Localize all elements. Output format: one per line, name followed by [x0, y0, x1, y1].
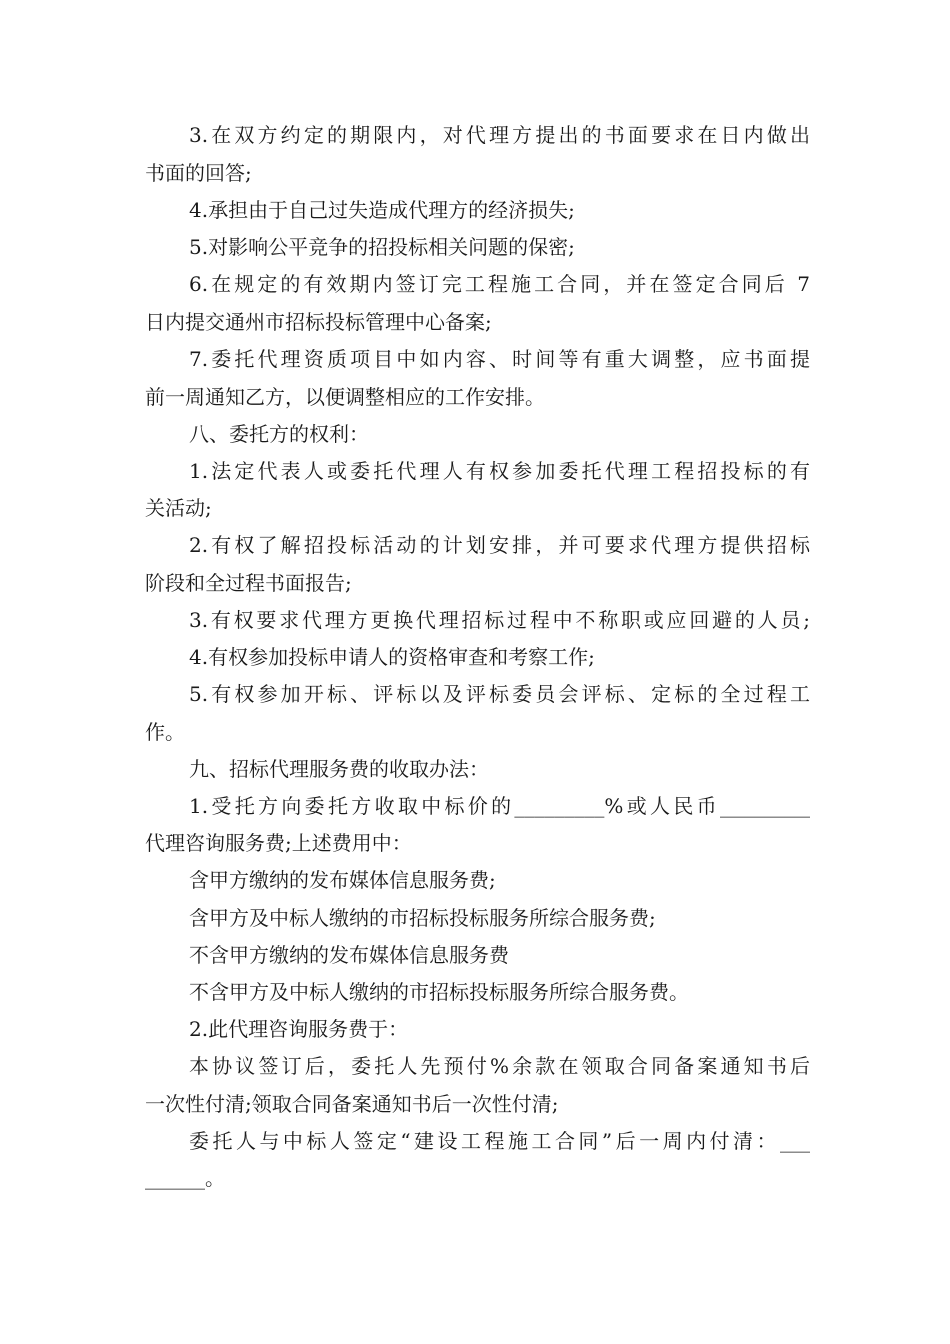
right-2-line-1: 2.有权了解招投标活动的计划安排，并可要求代理方提供招标 [189, 533, 810, 557]
right-5-line-1: 5.有权参加开标、评标以及评标委员会评标、定标的全过程工 [189, 682, 810, 706]
clause-3-line-1: 3.在双方约定的期限内，对代理方提出的书面要求在日内做出 [189, 123, 810, 147]
clause-5: 5.对影响公平竞争的招投标相关问题的保密; [189, 235, 575, 259]
clause-4: 4.承担由于自己过失造成代理方的经济损失; [189, 198, 575, 222]
section-8-heading: 八、委托方的权利： [189, 422, 369, 446]
clause-7-line-1: 7.委托代理资质项目中如内容、时间等有重大调整，应书面提 [189, 347, 810, 371]
fee-option-3: 不含甲方缴纳的发布媒体信息服务费 [189, 943, 509, 967]
payment-2-line-2: ______。 [145, 1166, 225, 1190]
fee-2-heading: 2.此代理咨询服务费于： [189, 1017, 409, 1041]
payment-1-line-1: 本协议签订后，委托人先预付%余款在领取合同备案通知书后 [189, 1054, 810, 1078]
fee-option-4: 不含甲方及中标人缴纳的市招标投标服务所综合服务费。 [189, 980, 689, 1004]
payment-1-line-2: 一次性付清;领取合同备案通知书后一次性付清; [145, 1092, 559, 1116]
fee-1-line-2: 代理咨询服务费;上述费用中： [145, 831, 412, 855]
fee-option-1: 含甲方缴纳的发布媒体信息服务费; [189, 868, 496, 892]
clause-7-line-2: 前一周通知乙方，以便调整相应的工作安排。 [145, 385, 545, 409]
right-2-line-2: 阶段和全过程书面报告; [145, 571, 352, 595]
fee-1-line-1: 1.受托方向委托方收取中标价的_________%或人民币_________ [189, 794, 810, 818]
right-3: 3.有权要求代理方更换代理招标过程中不称职或应回避的人员; [189, 608, 810, 632]
payment-2-line-1: 委托人与中标人签定“建设工程施工合同”后一周内付清：___ [189, 1129, 810, 1153]
clause-3-line-2: 书面的回答; [145, 161, 252, 185]
section-9-heading: 九、招标代理服务费的收取办法： [189, 757, 489, 781]
right-4: 4.有权参加投标申请人的资格审查和考察工作; [189, 645, 595, 669]
right-1-line-2: 关活动; [145, 496, 212, 520]
clause-6-line-2: 日内提交通州市招标投标管理中心备案; [145, 310, 492, 334]
right-1-line-1: 1.法定代表人或委托代理人有权参加委托代理工程招投标的有 [189, 459, 810, 483]
clause-6-line-1: 6.在规定的有效期内签订完工程施工合同，并在签定合同后 7 [189, 272, 810, 296]
right-5-line-2: 作。 [145, 720, 185, 744]
fee-option-2: 含甲方及中标人缴纳的市招标投标服务所综合服务费; [189, 906, 656, 930]
